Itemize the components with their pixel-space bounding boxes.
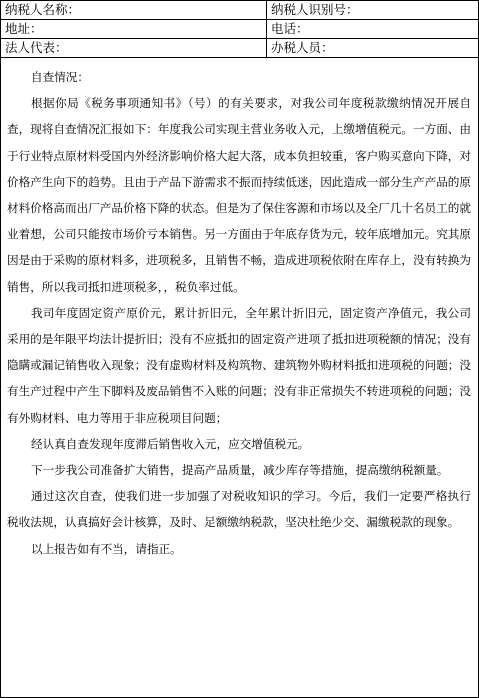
self-check-heading: 自查情况： [31,70,89,84]
address-label: 地址： [1,20,267,38]
paragraph-fixed-assets: 我司年度固定资产原价元，累计折旧元，全年累计折旧元，固定资产净值元，我公司采用的是年限平均法计提折旧；没有不应抵扣的固定资产进项了抵扣进项税额的情况；没有隐瞒或漏记销售收入现象；没有虚购材料及构筑物、建筑物外购材料抵扣进项税的问题；没有生产过程中产生下脚料及废品销售不入账的问题；没有非正常损失不转进项税的问题；没有外购材料、电力等用于非应税项目问题； [7,305,471,425]
phone-label: 电话： [271,21,309,36]
taxpayer-name-label: 纳税人名称： [1,1,267,19]
paragraph-closing: 以上报告如有不当，请指正。 [31,541,182,556]
paragraph-findings: 经认真自查发现年度滞后销售收入元，应交增值税元。 [31,436,310,451]
tax-officer-label: 办税人员： [271,40,334,55]
paragraph-situation: 根据你局《税务事项通知书》（号）的有关要求，对我公司年度税款缴纳情况开展自查，现将自查情况汇报如下：年度我公司实现主营业务收入元，上缴增值税元。一方面、由于行业特点原材料受国内外经济影响价格大起大落，成本负担较重，客户购买意向下降，对价格产生向下的趋势。且由于产品下游需求不振而持续低迷，因此造成一部分生产产品的原材料价格高而出厂产品价格下降的状态。但是为了保住客源和市场以及全厂几十名员工的就业着想，公司只能按市场价亏本销售。另一方面由于年底存货为元，较年底增加元。究其原因是由于采购的原材料多，进项税多，且销售不畅，造成进项税依附在库存上，没有转换为销售，所以我司抵扣进项税多，，税负率过低。 [7,96,471,294]
report-body [7,64,471,562]
paragraph-conclusion: 通过这次自查，使我们进一步加强了对税收知识的学习。今后，我们一定要严格执行税收法规，认真搞好会计核算，及时、足额缴纳税款，坚决杜绝少交、漏缴税款的现象。 [7,489,471,530]
header-row-address [1,20,478,39]
legal-representative-label: 法人代表： [1,39,267,57]
header-row-representative [1,39,478,58]
header-row-taxpayer [1,1,478,20]
taxpayer-id-label: 纳税人识别号： [271,2,359,17]
paragraph-next-steps: 下一步我公司准备扩大销售，提高产品质量，减少库存等措施，提高缴纳税额量。 [31,463,449,478]
